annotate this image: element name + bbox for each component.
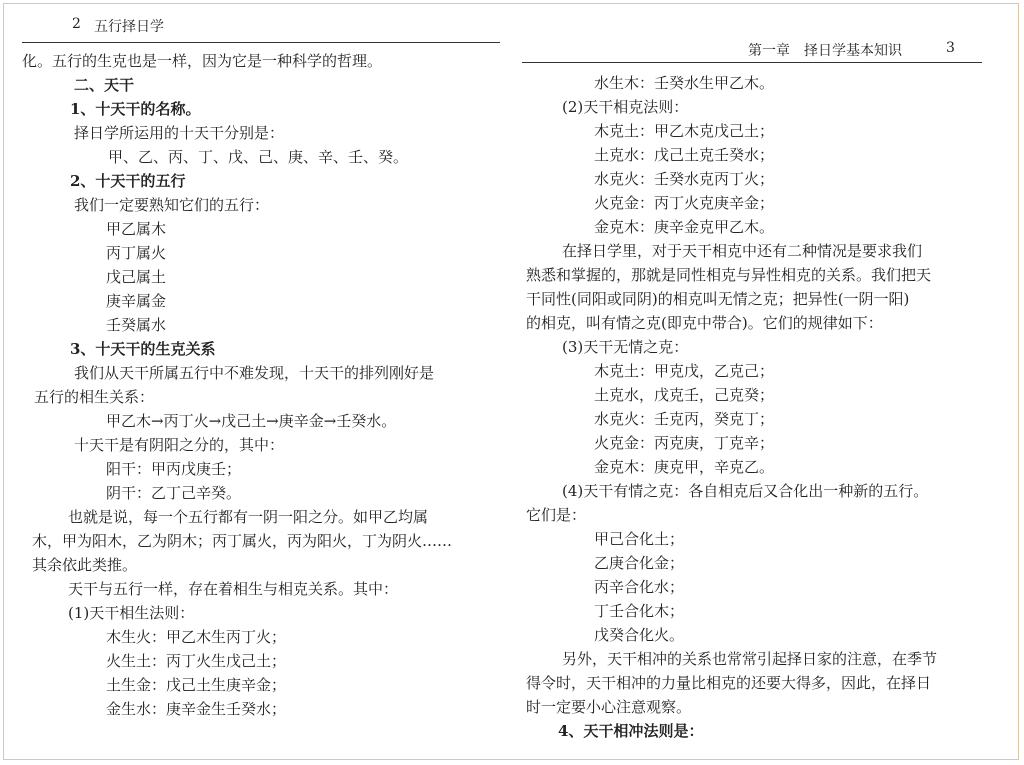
subsection-heading: 3、十天干的生克关系 [70, 340, 216, 358]
body-line: 也就是说，每一个五行都有一阴一阳之分。如甲乙均属 [68, 508, 429, 526]
right-running-title: 第一章 择日学基本知识 [748, 43, 902, 59]
list-item: 水生木：壬癸水生甲乙木。 [594, 74, 775, 92]
subsection-heading: 1、十天干的名称。 [70, 100, 201, 118]
list-item: 阴干：乙丁己辛癸。 [106, 484, 242, 502]
list-item: 土克水，戊克壬，己克癸； [594, 386, 775, 404]
list-item: 乙庚合化金； [594, 554, 685, 572]
list-item: 戊癸合化火。 [594, 626, 685, 644]
body-line: (2)天干相克法则： [562, 98, 689, 116]
list-item: 金生水：庚辛金生壬癸水； [106, 700, 287, 718]
list-item: 木克土：甲克戊，乙克己； [594, 362, 775, 380]
body-line: (4)天干有情之克：各自相克后又合化出一种新的五行。 [562, 482, 929, 500]
body-line: 时一定要小心注意观察。 [526, 698, 692, 716]
list-item: 土生金：戊己土生庚辛金； [106, 676, 287, 694]
list-item: 戊己属土 [106, 268, 167, 286]
list-item: 阳干：甲丙戊庚壬； [106, 460, 242, 478]
body-line: 熟悉和掌握的，那就是同性相克与异性相克的关系。我们把天 [526, 266, 932, 284]
body-line: 择日学所运用的十天干分别是： [74, 124, 285, 142]
list-item: 丙丁属火 [106, 244, 167, 262]
left-header-rule [22, 42, 500, 43]
body-line: (3)天干无情之克： [562, 338, 689, 356]
list-item: 庚辛属金 [106, 292, 167, 310]
list-item: 土克水：戊己土克壬癸水； [594, 146, 775, 164]
list-item: 甲己合化土； [594, 530, 685, 548]
list-item: 木克土：甲乙木克戊己土； [594, 122, 775, 140]
right-header-rule [522, 62, 982, 63]
body-line: 得令时，天干相冲的力量比相克的还要大得多，因此，在择日 [526, 674, 932, 692]
list-item: 火生土：丙丁火生戊己土； [106, 652, 287, 670]
body-line: 其余依此类推。 [32, 556, 138, 574]
body-line: (1)天干相生法则： [68, 604, 195, 622]
list-item: 丁壬合化木； [594, 602, 685, 620]
body-line: 木，甲为阳木，乙为阴木；丙丁属火，丙为阳火，丁为阴火…… [32, 532, 453, 550]
list-item: 火克金：丙丁火克庚辛金； [594, 194, 775, 212]
body-line: 甲、乙、丙、丁、戊、己、庚、辛、壬、癸。 [108, 148, 409, 166]
list-item: 丙辛合化水； [594, 578, 685, 596]
body-line: 另外，天干相冲的关系也常常引起择日家的注意，在季节 [562, 650, 938, 668]
body-line: 天干与五行一样，存在着相生与相克关系。其中： [68, 580, 399, 598]
body-line: 甲乙木→丙丁火→戊己土→庚辛金→壬癸水。 [106, 412, 397, 430]
subsection-heading: 4、天干相冲法则是： [558, 722, 704, 740]
section-heading: 二、天干 [74, 76, 135, 94]
right-page-number: 3 [946, 40, 955, 56]
body-line: 我们从天干所属五行中不难发现，十天干的排列刚好是 [74, 364, 435, 382]
subsection-heading: 2、十天干的五行 [70, 172, 186, 190]
body-line: 化。五行的生克也是一样，因为它是一种科学的哲理。 [22, 52, 383, 70]
list-item: 木生火：甲乙木生丙丁火； [106, 628, 287, 646]
list-item: 壬癸属水 [106, 316, 167, 334]
left-running-title: 五行择日学 [94, 19, 164, 35]
body-line: 十天干是有阴阳之分的，其中： [74, 436, 285, 454]
body-line: 在择日学里，对于天干相克中还有二种情况是要求我们 [562, 242, 923, 260]
list-item: 火克金：丙克庚，丁克辛； [594, 434, 775, 452]
list-item: 甲乙属木 [106, 220, 167, 238]
list-item: 水克火：壬克丙，癸克丁； [594, 410, 775, 428]
body-line: 五行的相生关系： [34, 388, 155, 406]
body-line: 它们是： [526, 506, 587, 524]
list-item: 金克木：庚辛金克甲乙木。 [594, 218, 775, 236]
body-line: 干同性(同阳或同阴)的相克叫无情之克；把异性(一阴一阳) [526, 290, 910, 308]
body-line: 的相克，叫有情之克(即克中带合)。它们的规律如下： [526, 314, 883, 332]
list-item: 金克木：庚克甲，辛克乙。 [594, 458, 775, 476]
list-item: 水克火：壬癸水克丙丁火； [594, 170, 775, 188]
left-page-number: 2 [72, 16, 81, 32]
body-line: 我们一定要熟知它们的五行： [74, 196, 270, 214]
